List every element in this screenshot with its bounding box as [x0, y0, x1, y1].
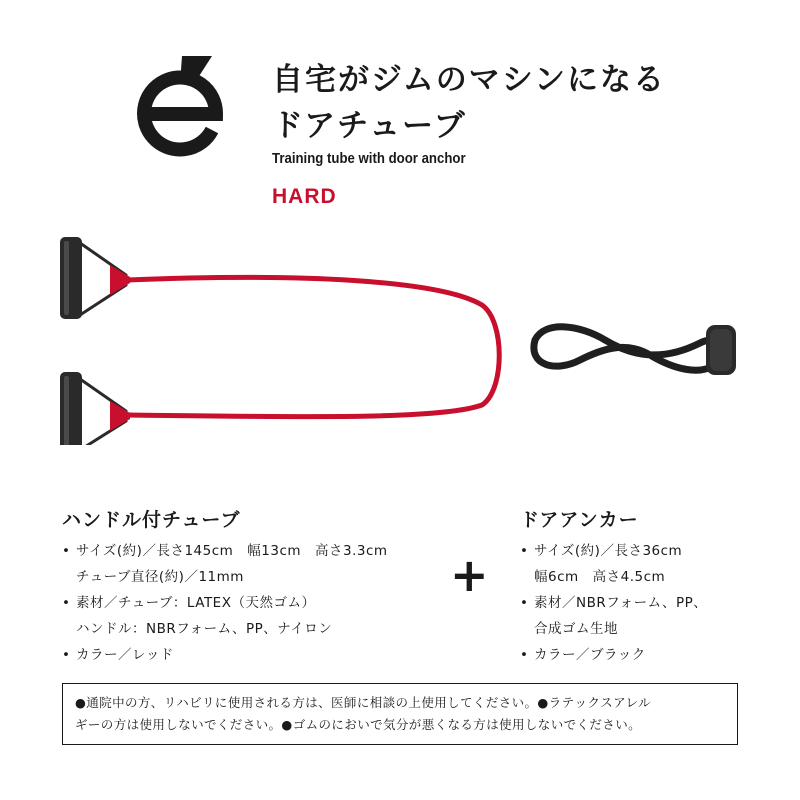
red-tube: [128, 277, 499, 416]
spec-item: • 素材／チューブ：LATEX（天然ゴム）: [62, 590, 388, 616]
tube-spec-list: [62, 538, 388, 668]
plus-sign: +: [450, 548, 489, 602]
tube-spec-title: ハンドル付チューブ: [62, 509, 241, 531]
anchor-spec-list: [520, 538, 707, 668]
spec-item-cont: ハンドル：NBRフォーム、PP、ナイロン: [76, 621, 333, 637]
caution-line1: ●通院中の方、リハビリに使用される方は、医師に相談の上使用してください。●ラテックスアレル: [75, 695, 652, 710]
door-anchor-image: [534, 325, 736, 375]
upper-handle: [60, 237, 130, 319]
caution-line2: ギーの方は使用しないでください。●ゴムのにおいで気分が悪くなる方は使用しないでください。: [75, 717, 642, 732]
spec-item-cont: 合成ゴム生地: [534, 621, 618, 637]
spec-item: • カラー／ブラック: [520, 642, 707, 668]
spec-item: • サイズ(約)／長さ36cm: [520, 538, 707, 564]
spec-item: • サイズ(約)／長さ145cm 幅13cm 高さ3.3cm: [62, 538, 388, 564]
training-tube-image: [60, 237, 499, 445]
product-illustration: [0, 225, 800, 445]
spec-item: • 素材／NBRフォーム、PP、: [520, 590, 707, 616]
lower-handle: [60, 372, 130, 445]
resistance-grade: HARD: [272, 185, 337, 208]
headline-line1: 自宅がジムのマシンになる: [272, 62, 666, 98]
spec-item-cont: チューブ直径(約)／11mm: [76, 569, 244, 585]
caution-notice: [62, 683, 738, 745]
spec-item-cont: 幅6cm 高さ4.5cm: [534, 569, 666, 585]
anchor-spec-title: ドアアンカー: [520, 509, 639, 531]
spec-item: • カラー／レッド: [62, 642, 388, 668]
product-subtitle: Training tube with door anchor: [272, 150, 466, 167]
headline-line2: ドアチューブ: [272, 108, 467, 144]
brand-logo: [130, 52, 230, 162]
